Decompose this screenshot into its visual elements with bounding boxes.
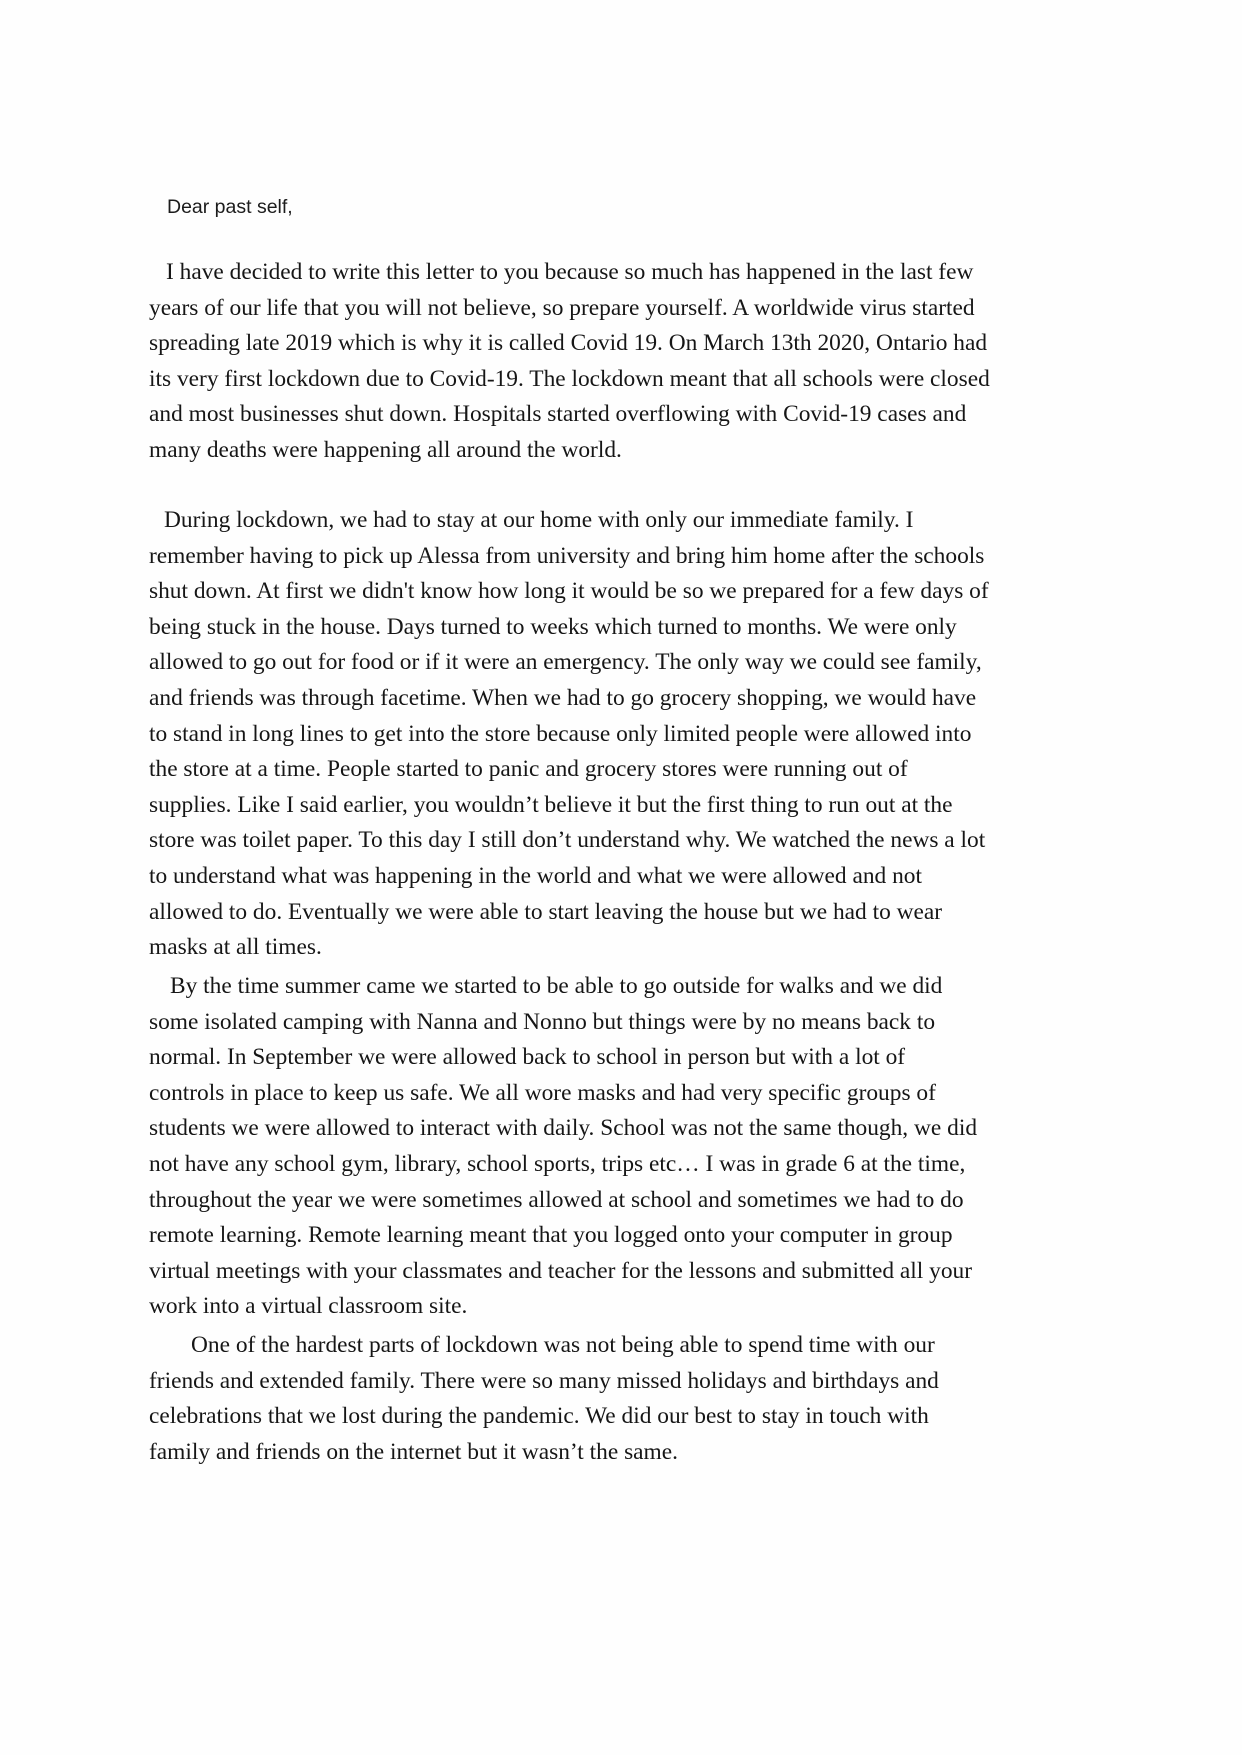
paragraph-2 (149, 503, 1144, 966)
text-line: the store at a time. People started to panic and grocery stores were running out of (149, 756, 908, 783)
text-line: shut down. At first we didn't know how long it would be so we prepared for a few days of (149, 578, 989, 605)
paragraph-1 (149, 255, 1144, 469)
text-line: store was toilet paper. To this day I still don’t understand why. We watched the news a lot (149, 827, 986, 854)
paragraph-3 (149, 969, 1144, 1325)
paragraph-4 (149, 1328, 1144, 1470)
text-line: spreading late 2019 which is why it is called Covid 19. On March 13th 2020, Ontario had (149, 330, 988, 357)
text-line: work into a virtual classroom site. (149, 1293, 468, 1320)
text-line: allowed to go out for food or if it were an emergency. The only way we could see family, (149, 649, 982, 676)
text-line: its very first lockdown due to Covid-19. The lockdown meant that all schools were closed (149, 365, 990, 392)
text-line: By the time summer came we started to be able to go outside for walks and we did (170, 973, 943, 999)
text-line: years of our life that you will not believe, so prepare yourself. A worldwide virus started (149, 294, 975, 321)
text-line: to understand what was happening in the world and what we were allowed and not (149, 862, 922, 889)
text-line: not have any school gym, library, school sports, trips etc… I was in grade 6 at the time, (149, 1150, 966, 1177)
text-line: supplies. Like I said earlier, you wouldn’t believe it but the first thing to run out at the (149, 791, 953, 818)
text-line: One of the hardest parts of lockdown was not being able to spend time with our (191, 1332, 935, 1358)
text-line: friends and extended family. There were so many missed holidays and birthdays and (149, 1367, 939, 1394)
text-line: and most businesses shut down. Hospitals started overflowing with Covid-19 cases and (149, 401, 967, 428)
text-line: many deaths were happening all around the world. (149, 436, 622, 463)
text-line: and friends was through facetime. When we had to go grocery shopping, we would have (149, 684, 977, 711)
text-line: During lockdown, we had to stay at our home with only our immediate family. I (164, 507, 914, 533)
text-line: students we were allowed to interact with daily. School was not the same though, we did (149, 1115, 978, 1142)
text-line: celebrations that we lost during the pandemic. We did our best to stay in touch with (149, 1403, 929, 1430)
text-line: controls in place to keep us safe. We all wore masks and had very specific groups of (149, 1079, 936, 1106)
text-line: family and friends on the internet but it wasn’t the same. (149, 1438, 678, 1465)
text-line: remote learning. Remote learning meant that you logged onto your computer in group (149, 1222, 953, 1249)
text-line: allowed to do. Eventually we were able to start leaving the house but we had to wear (149, 898, 943, 925)
text-line: throughout the year we were sometimes allowed at school and sometimes we had to do (149, 1186, 964, 1213)
text-line: remember having to pick up Alessa from university and bring him home after the schools (149, 542, 985, 569)
text-line: being stuck in the house. Days turned to weeks which turned to months. We were only (149, 613, 957, 640)
text-line: normal. In September we were allowed back to school in person but with a lot of (149, 1044, 906, 1071)
salutation: Dear past self, (167, 196, 293, 218)
text-line: virtual meetings with your classmates and teacher for the lessons and submitted all your (149, 1257, 973, 1284)
text-line: I have decided to write this letter to you because so much has happened in the last few (166, 259, 974, 285)
text-line: masks at all times. (149, 934, 322, 961)
text-line: to stand in long lines to get into the store because only limited people were allowed into (149, 720, 972, 747)
text-line: some isolated camping with Nanna and Nonno but things were by no means back to (149, 1008, 936, 1035)
